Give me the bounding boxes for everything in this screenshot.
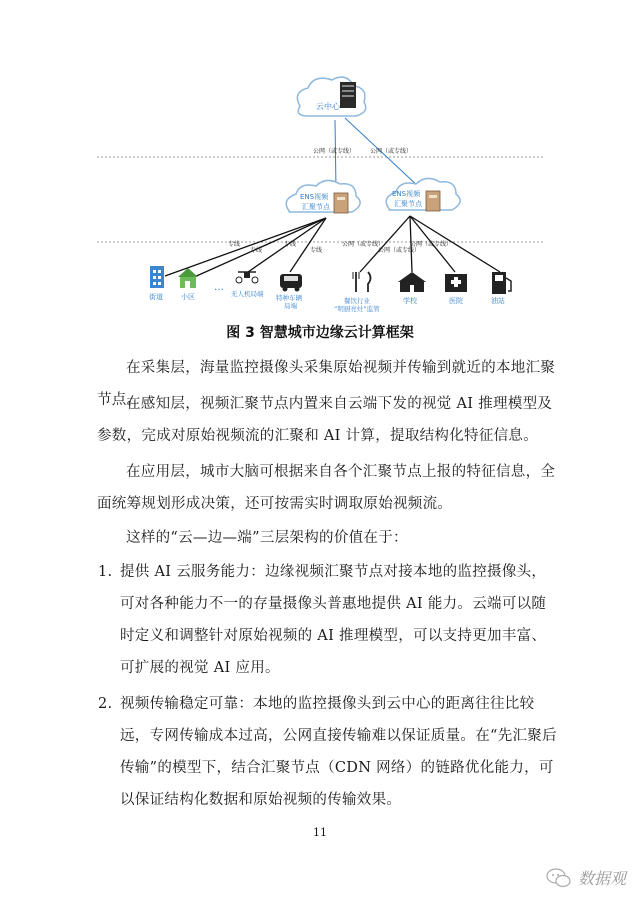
endpoint-catering-1: 餐饮行业 — [344, 297, 370, 305]
link-label-right: 公网（或专线） — [370, 148, 413, 155]
public-line-label: 公网（或专线） — [342, 241, 385, 248]
paragraph-collection: 在采集层，海量监控摄像头采集原始视频并传输到就近的本地汇聚节点。 — [97, 360, 556, 408]
community-house-icon — [178, 268, 198, 288]
school-icon — [398, 272, 426, 292]
fork-knife-icon — [353, 272, 371, 292]
list-item-video-transmission — [98, 688, 557, 816]
list-number: 2. — [98, 696, 113, 712]
edge-node-left-label-1: ENS视频 — [300, 193, 329, 201]
endpoint-community: 小区 — [181, 293, 195, 301]
public-line-label: 公网（或专线） — [410, 241, 453, 248]
edge-node-right — [386, 178, 460, 211]
edge-node-left — [286, 180, 360, 213]
gas-station-icon — [492, 272, 511, 294]
endpoint-vehicle-1: 特种车辆 — [276, 294, 302, 302]
edge-node-right-label-1: ENS视频 — [392, 190, 421, 198]
edge-node-left-label-2: 汇聚节点 — [302, 203, 330, 211]
wechat-icon — [546, 867, 572, 889]
storage-box-icon — [426, 191, 440, 211]
endpoint-school: 学校 — [403, 297, 417, 305]
cloud-center-label: 云中心 — [316, 102, 340, 111]
street-building-icon — [150, 266, 164, 288]
endpoint-gas: 油站 — [491, 297, 505, 305]
hospital-icon — [445, 274, 467, 292]
page-number: 11 — [313, 826, 327, 839]
endpoint-drone: 无人机局端 — [231, 290, 264, 298]
endpoint-street: 街道 — [149, 293, 163, 301]
dedicated-line-label: 专线 — [228, 241, 241, 248]
storage-box-icon — [334, 193, 348, 213]
paragraph-value-intro: 这样的“云—边—端”三层架构的价值在于： — [126, 530, 408, 546]
dedicated-line-label: 专线 — [310, 247, 323, 254]
watermark — [546, 866, 626, 889]
figure-caption: 图 3 智慧城市边缘云计算框架 — [226, 325, 414, 341]
paragraph-application: 在应用层，城市大脑可根据来自各个汇聚节点上报的特征信息，全面统筹规划形成决策，还可按需实时调取原始视频流。 — [97, 464, 556, 512]
list-text: 提供 AI 云服务能力：边缘视频汇聚节点对接本地的监控摄像头，可对各种能力不一的存量摄像头普惠地提供 AI 能力。云端可以随时定义和调整针对原始视频的 AI 推理模型，可以支持更加丰富、可扩展的视觉 AI 应用。 — [120, 564, 547, 676]
endpoint-hospital: 医院 — [449, 297, 463, 305]
list-number: 1. — [98, 564, 113, 580]
paragraph-perception: 在感知层，视频汇聚节点内置来自云端下发的视觉 AI 推理模型及参数，完成对原始视频流的汇聚和 AI 计算，提取结构化特征信息。 — [97, 396, 553, 444]
server-icon — [340, 82, 356, 108]
endpoint-vehicle-2: 局端 — [284, 302, 297, 310]
dedicated-lines — [165, 218, 326, 278]
watermark-text: 数据观 — [578, 869, 627, 888]
cloud-center — [297, 77, 365, 116]
dedicated-line-label: 专线 — [284, 241, 297, 248]
list-text: 视频传输稳定可靠：本地的监控摄像头到云中心的距离往往比较远，专网传输成本过高，公网直接传输难以保证质量。在“先汇聚后传输”的模型下，结合汇聚节点（CDN 网络）的链路优化能力，可以保证结构化数据和原始视频的传输效果。 — [120, 696, 557, 808]
vehicle-icon — [280, 274, 302, 292]
edge-cloud-diagram — [0, 0, 640, 320]
public-line-label: 公网（或专线） — [378, 247, 421, 254]
endpoint-catering-2: “明厨亮灶”监管 — [334, 305, 380, 313]
edge-node-right-label-2: 汇聚节点 — [394, 200, 422, 208]
dedicated-line-label: 专线 — [250, 247, 263, 254]
list-item-ai-service — [98, 556, 557, 684]
drone-icon — [236, 272, 258, 283]
endpoint-ellipsis: … — [214, 282, 224, 293]
link-label-left: 公网（或专线） — [313, 148, 356, 155]
